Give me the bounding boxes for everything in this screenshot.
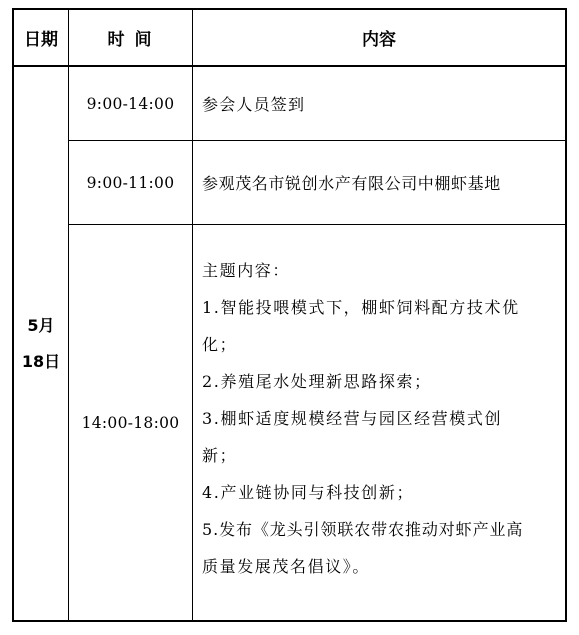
row-1-time (69, 67, 192, 140)
content-line: 5.发布《龙头引领联农带农推动对虾产业高 (202, 520, 524, 539)
date-line-2: 18日 (21, 351, 61, 371)
header-time-label: 时 间 (107, 30, 154, 50)
header-content (193, 10, 565, 65)
content-line: 新； (202, 446, 238, 465)
table-border-right (565, 8, 567, 622)
row-2-time (69, 141, 192, 224)
row-1-content (202, 67, 562, 140)
header-date (14, 10, 68, 65)
content-line: 2.养殖尾水处理新思路探索； (202, 372, 432, 391)
content-line: 主题内容： (202, 261, 291, 280)
row-2-content (202, 141, 562, 224)
header-date-label: 日期 (24, 30, 58, 50)
header-time (69, 10, 192, 65)
header-content-label: 内容 (362, 30, 396, 50)
content-line: 3.棚虾适度规模经营与园区经营模式创 (202, 409, 503, 428)
row-1-content-text: 参会人员签到 (202, 95, 306, 114)
row-3-content (202, 252, 562, 585)
column-divider (192, 8, 193, 622)
row-3-time (69, 225, 192, 620)
content-line: 化； (202, 335, 238, 354)
row-2-content-text: 参观茂名市锐创水产有限公司中棚虾基地 (202, 174, 501, 193)
row-3-time-text: 14:00-18:00 (81, 413, 180, 432)
date-line-1: 5月 (27, 315, 55, 335)
content-line: 4.产业链协同与科技创新； (202, 483, 415, 502)
row-1-time-text: 9:00-14:00 (86, 94, 175, 113)
content-line: 质量发展茂名倡议》。 (202, 557, 371, 576)
table-border-bottom (12, 620, 567, 622)
content-line: 1.智能投喂模式下，棚虾饲料配方技术优 (202, 298, 520, 317)
date-cell (14, 67, 68, 620)
row-2-time-text: 9:00-11:00 (86, 173, 175, 192)
